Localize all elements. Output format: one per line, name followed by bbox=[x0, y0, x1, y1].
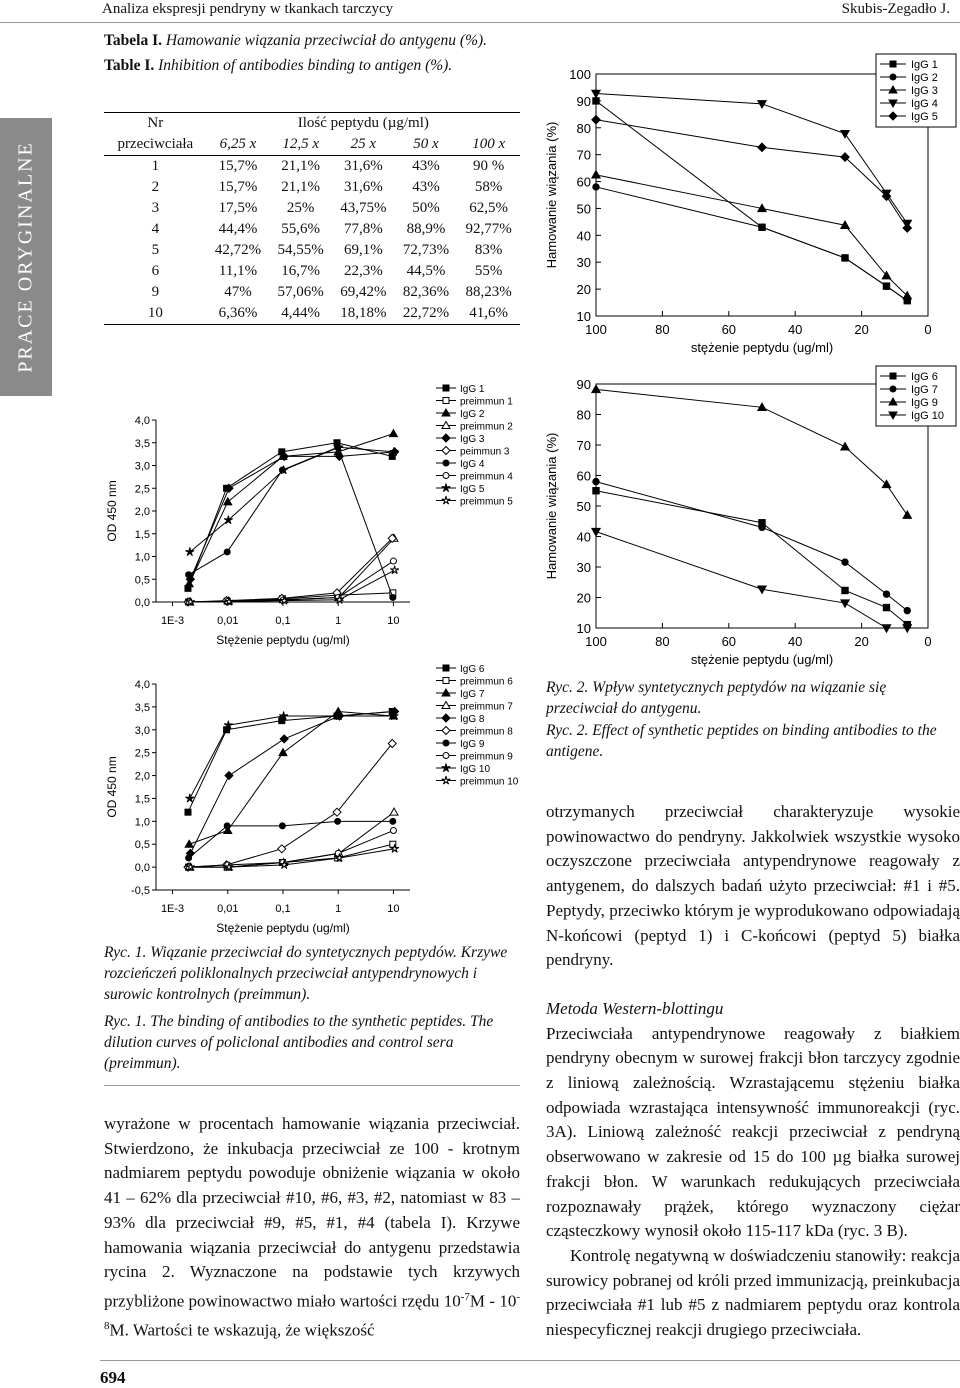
y-tick-label: 90 bbox=[576, 377, 591, 392]
series-line bbox=[190, 538, 394, 602]
figure-1-caption-en: Ryc. 1. The binding of antibodies to the synthetic peptides. The dilution curves of policlonal antibodies and control sera (preimmun). bbox=[104, 1013, 494, 1072]
data-point bbox=[185, 809, 191, 815]
table-cell-value: 17,5% bbox=[218, 200, 258, 216]
table-cell-value: 44,4% bbox=[218, 221, 258, 237]
table-cell-value: 43,75% bbox=[340, 200, 387, 216]
data-point bbox=[225, 772, 233, 780]
exponent: -7 bbox=[460, 1290, 470, 1303]
series-line bbox=[596, 389, 907, 515]
legend-label: peimmun 3 bbox=[460, 446, 510, 458]
legend-label: preimmun 5 bbox=[460, 496, 513, 508]
data-point bbox=[442, 496, 451, 504]
table-row bbox=[104, 219, 520, 240]
series-line bbox=[189, 447, 393, 597]
data-point bbox=[390, 566, 399, 574]
section-side-band bbox=[0, 118, 52, 396]
y-tick-label: 2,0 bbox=[134, 506, 150, 518]
figure-1-charts bbox=[90, 378, 530, 938]
y-tick-label: 4,0 bbox=[134, 679, 150, 691]
legend-label: IgG 9 bbox=[460, 739, 485, 750]
legend-label: IgG 7 bbox=[911, 384, 938, 396]
legend-label: IgG 6 bbox=[911, 371, 938, 383]
table-cell-value: 22,3% bbox=[343, 263, 383, 279]
y-axis-label: Hamowanie wiązania (%) bbox=[544, 121, 559, 269]
data-point bbox=[841, 130, 849, 137]
table-header-dose: 25 x bbox=[332, 134, 395, 156]
y-tick-label: 10 bbox=[576, 309, 591, 324]
table-cell-antibody: 4 bbox=[151, 221, 160, 237]
x-tick-label: 10 bbox=[387, 615, 400, 627]
legend-label: preimmun 2 bbox=[460, 421, 513, 433]
table-cell-antibody: 10 bbox=[104, 303, 207, 325]
table-header-nr: Nr bbox=[104, 113, 207, 135]
data-point bbox=[903, 224, 911, 232]
series-line bbox=[596, 101, 907, 301]
data-point bbox=[279, 749, 287, 756]
y-tick-label: 30 bbox=[576, 560, 591, 575]
table-cell-value: 54,55% bbox=[277, 242, 324, 258]
series-line bbox=[596, 482, 907, 611]
table-cell-value: 58% bbox=[474, 179, 503, 195]
data-point bbox=[593, 488, 599, 494]
table-cell-antibody: 9 bbox=[151, 284, 160, 300]
data-point bbox=[186, 572, 192, 578]
table-cell-value: 62,5% bbox=[469, 200, 509, 216]
table-cell-value: 77,8% bbox=[343, 221, 383, 237]
table-cell-value: 90 % bbox=[473, 158, 505, 174]
y-tick-label: 40 bbox=[576, 228, 591, 244]
figure-1-caption-pl: Ryc. 1. Wiązanie przeciwciał do syntetycznych peptydów. Krzywe rozcieńczeń poliklonalnych przeciwciał antypendrynowych i surowic kontrolnych (preimmun). bbox=[104, 944, 508, 1003]
data-point bbox=[758, 101, 766, 108]
y-tick-label: 3,0 bbox=[134, 724, 150, 737]
running-head-left: Analiza ekspresji pendryny w tkankach tarczycy bbox=[102, 1, 394, 17]
data-point bbox=[224, 823, 230, 829]
x-tick-label: 0,1 bbox=[275, 903, 291, 915]
table-cell-value: 72,73% bbox=[402, 242, 450, 258]
table-cell-antibody: 3 bbox=[151, 200, 160, 216]
table-caption-pl-label: Tabela I. bbox=[104, 32, 163, 49]
y-tick-label: 0,0 bbox=[134, 862, 150, 875]
table-cell-value: 92,77% bbox=[465, 221, 512, 237]
table-cell-value: 42,72% bbox=[214, 242, 262, 258]
y-axis-label: OD 450 nm bbox=[105, 480, 119, 542]
y-tick-label: 70 bbox=[576, 147, 591, 163]
y-tick-label: 10 bbox=[576, 621, 591, 636]
legend-label: IgG 1 bbox=[460, 384, 485, 395]
legend-label: IgG 1 bbox=[911, 59, 938, 71]
table-cell-antibody: 2 bbox=[151, 179, 160, 195]
data-point bbox=[842, 255, 848, 261]
section-side-label: PRACE ORYGINALNE bbox=[14, 141, 37, 373]
left-column-text bbox=[104, 1112, 520, 1344]
series-line bbox=[188, 538, 392, 602]
y-tick-label: 2,5 bbox=[134, 483, 150, 496]
x-axis-label: Stężenie peptydu (ug/ml) bbox=[216, 921, 350, 935]
data-point bbox=[442, 447, 450, 455]
legend-label: preimmun 9 bbox=[460, 751, 513, 763]
table-cell-antibody: 5 bbox=[151, 242, 160, 258]
y-tick-label: 0,0 bbox=[134, 597, 150, 609]
legend-label: IgG 2 bbox=[460, 409, 485, 420]
data-point bbox=[758, 143, 766, 151]
data-point bbox=[279, 823, 285, 829]
table-cell-value: 47% bbox=[224, 284, 252, 300]
legend-label: IgG 10 bbox=[460, 764, 491, 775]
table-header-dose: 100 x bbox=[457, 134, 520, 156]
data-point bbox=[443, 398, 449, 404]
table-cell-value: 11,1% bbox=[218, 263, 258, 279]
data-point bbox=[592, 171, 600, 178]
data-point bbox=[389, 430, 397, 437]
data-point bbox=[390, 808, 398, 815]
series-line bbox=[190, 711, 394, 853]
table-cell-value: 15,7% bbox=[218, 158, 258, 174]
data-point bbox=[593, 478, 599, 484]
table-cell-value: 43% bbox=[412, 179, 440, 195]
data-point bbox=[335, 818, 341, 824]
section-heading-western-blot: Metoda Western-blottingu bbox=[546, 998, 724, 1018]
y-tick-label: 3,5 bbox=[134, 701, 150, 714]
data-point bbox=[890, 61, 896, 67]
table-cell-value: 69,42% bbox=[340, 284, 387, 300]
table-cell-value: 55,6% bbox=[281, 221, 321, 237]
y-tick-label: 90 bbox=[576, 93, 591, 109]
table-cell-value: 44,5% bbox=[406, 263, 446, 279]
x-tick-label: 1E-3 bbox=[160, 615, 185, 627]
data-point bbox=[443, 753, 449, 759]
data-point bbox=[593, 184, 599, 190]
y-tick-label: 20 bbox=[576, 282, 591, 298]
legend-label: IgG 10 bbox=[911, 410, 945, 422]
data-point bbox=[390, 594, 396, 600]
running-head-right: Skubis-Zegadło J. bbox=[841, 1, 950, 17]
table-cell-value: 88,9% bbox=[406, 221, 446, 237]
paragraph-right-2: Przeciwciała antypendrynowe reagowały z białkiem pendryny obecnym w surowej frakcji błon tarczycy zgodnie z liniową zależnością. Wzrastającemu stężeniu białka odpowiada wzrastająca intensywność immunoreakcji (ryc. 3A). Liniową zależność reakcji przeciwciał z pendryną obserwowano w zakresie od 15 do 100 µg białka surowej frakcji błon. W warunkach redukujących przeciwciała rozpoznawały prążek, którego wyznaczony ciężar cząsteczkowy wynosił około 115-117 kDa (ryc. 3 B). bbox=[546, 1023, 960, 1241]
legend-label: IgG 3 bbox=[911, 85, 938, 97]
y-tick-label: 50 bbox=[576, 499, 591, 514]
data-point bbox=[443, 740, 449, 746]
y-tick-label: 60 bbox=[576, 468, 591, 484]
y-tick-label: 0,5 bbox=[134, 839, 150, 852]
legend-label: IgG 5 bbox=[460, 484, 485, 495]
paragraph-right-1: otrzymanych przeciwciał charakteryzuje wysokie powinowactwo do pendryny. Jakkolwiek wszystkie wysoko oczyszczone przeciwciała antypendrynowe reagowały z antygenem, do dalszych badań użyto przeciwciał: #1 i #5. Peptydy, przeciwko którym je wyprodukowano odpowiadają N-końcowi (peptyd 1) i C-końcowi (peptyd 5) białka pendryny. bbox=[546, 802, 960, 970]
data-point bbox=[442, 484, 451, 492]
data-point bbox=[592, 116, 600, 124]
table-cell-value: 31,6% bbox=[343, 179, 383, 195]
data-point bbox=[890, 373, 896, 379]
table-cell-antibody: 1 bbox=[151, 158, 160, 174]
data-point bbox=[842, 587, 848, 593]
table-cell-antibody: 6 bbox=[151, 263, 160, 279]
exponent: -8 bbox=[104, 1290, 520, 1333]
x-tick-label: 60 bbox=[721, 634, 737, 649]
y-tick-label: 60 bbox=[576, 174, 591, 190]
data-point bbox=[443, 460, 449, 466]
legend-label: preimmun 4 bbox=[460, 471, 513, 483]
table-caption-en-label: Table I. bbox=[104, 57, 155, 74]
legend-label: preimmun 10 bbox=[460, 776, 519, 788]
table-row bbox=[104, 240, 520, 261]
data-point bbox=[883, 591, 889, 597]
data-point bbox=[278, 845, 286, 853]
data-point bbox=[841, 443, 849, 450]
running-head bbox=[0, 0, 960, 23]
y-tick-label: 3,0 bbox=[134, 460, 150, 473]
footer-rule bbox=[100, 1360, 960, 1361]
data-point bbox=[442, 776, 451, 784]
series-line bbox=[190, 812, 394, 867]
y-tick-label: 1,5 bbox=[134, 528, 150, 541]
table-cell-value: 55% bbox=[474, 263, 503, 279]
table-cell-value: 83% bbox=[474, 242, 503, 258]
series-line bbox=[190, 447, 394, 552]
data-point bbox=[390, 818, 396, 824]
table-header-dose: 50 x bbox=[395, 134, 458, 156]
y-tick-label: 1,5 bbox=[134, 793, 150, 806]
series-line bbox=[596, 491, 907, 625]
x-axis-label: stężenie peptydu (ug/ml) bbox=[690, 340, 834, 355]
legend-label: IgG 9 bbox=[911, 397, 938, 409]
legend-label: IgG 4 bbox=[460, 459, 485, 470]
x-tick-label: 100 bbox=[585, 322, 607, 337]
series-line bbox=[596, 532, 907, 628]
x-tick-label: 20 bbox=[854, 322, 869, 337]
legend-label: IgG 6 bbox=[460, 664, 485, 675]
data-point bbox=[903, 511, 911, 518]
data-point bbox=[442, 714, 450, 722]
x-tick-label: 0,1 bbox=[275, 615, 291, 627]
y-tick-label: 50 bbox=[576, 201, 591, 217]
data-point bbox=[890, 74, 896, 80]
data-point bbox=[759, 524, 765, 530]
figure-2-caption-en: Ryc. 2. Effect of synthetic peptides on binding antibodies to the antigene. bbox=[546, 722, 937, 760]
y-tick-label: 3,5 bbox=[134, 437, 150, 450]
legend-label: IgG 7 bbox=[460, 689, 485, 700]
data-point bbox=[390, 827, 396, 833]
y-tick-label: 0,5 bbox=[134, 574, 150, 587]
data-point bbox=[390, 558, 396, 564]
table-cell-value: 4,44% bbox=[269, 303, 332, 325]
legend-label: preimmun 1 bbox=[460, 396, 513, 408]
legend-label: IgG 2 bbox=[911, 72, 938, 84]
table-cell-value: 69,1% bbox=[343, 242, 383, 258]
od-chart bbox=[105, 664, 519, 935]
x-axis-label: stężenie peptydu (ug/ml) bbox=[690, 652, 834, 667]
table-cell-value: 50% bbox=[412, 200, 440, 216]
legend-label: preimmun 8 bbox=[460, 726, 513, 738]
data-point bbox=[186, 547, 195, 555]
table-cell-value: 43% bbox=[412, 158, 440, 174]
y-tick-label: 100 bbox=[569, 67, 591, 82]
figure-2-caption-pl: Ryc. 2. Wpływ syntetycznych peptydów na wiązanie się przeciwciał do antygenu. bbox=[546, 679, 887, 717]
table-cell-value: 16,7% bbox=[281, 263, 321, 279]
x-tick-label: 40 bbox=[787, 634, 803, 649]
table-cell-value: 6,36% bbox=[207, 303, 270, 325]
data-point bbox=[443, 665, 449, 671]
series-line bbox=[189, 711, 393, 844]
table-cell-value: 22,72% bbox=[395, 303, 458, 325]
y-axis-label: Hamowanie wiązania (%) bbox=[544, 432, 559, 580]
table-cell-value: 21,1% bbox=[281, 179, 321, 195]
table-header-dose: 6,25 x bbox=[207, 134, 270, 156]
x-tick-label: 60 bbox=[721, 322, 737, 337]
data-point bbox=[442, 764, 451, 772]
data-point bbox=[443, 385, 449, 391]
caption-rule bbox=[104, 1085, 520, 1086]
data-point bbox=[442, 727, 450, 735]
x-tick-label: 20 bbox=[854, 634, 869, 649]
x-tick-label: 0 bbox=[924, 634, 932, 649]
table-cell-value: 21,1% bbox=[281, 158, 321, 174]
x-tick-label: 1E-3 bbox=[160, 903, 185, 915]
x-tick-label: 0,01 bbox=[217, 903, 239, 915]
data-point bbox=[443, 473, 449, 479]
x-tick-label: 40 bbox=[787, 322, 803, 337]
y-tick-label: 2,0 bbox=[134, 770, 150, 783]
table-caption-pl-text: Hamowanie wiązania przeciwciał do antygenu (%). bbox=[165, 32, 488, 49]
y-tick-label: 80 bbox=[576, 407, 591, 423]
legend-label: IgG 8 bbox=[460, 714, 485, 725]
x-axis-label: Stężenie peptydu (ug/ml) bbox=[216, 633, 350, 647]
table-cell-value: 18,18% bbox=[332, 303, 395, 325]
table-row bbox=[104, 282, 520, 303]
series-line bbox=[190, 716, 394, 798]
table-cell-value: 25% bbox=[286, 200, 315, 216]
table-cell-value: 15,7% bbox=[218, 179, 258, 195]
x-tick-label: 100 bbox=[585, 634, 607, 649]
data-point bbox=[890, 386, 896, 392]
series-line bbox=[188, 443, 392, 589]
y-tick-label: 1,0 bbox=[134, 816, 150, 829]
table-row bbox=[104, 261, 520, 282]
y-tick-label: 2,5 bbox=[134, 747, 150, 760]
od-chart bbox=[105, 384, 513, 647]
data-point bbox=[186, 855, 192, 861]
x-tick-label: 10 bbox=[387, 903, 400, 915]
table-caption-pl bbox=[104, 30, 524, 51]
paragraph-left: wyrażone w procentach hamowanie wiązania przeciwciał. Stwierdzono, że inkubacja przeciwciał ze 100 - krotnym nadmiarem peptydu powoduje obniżenie wiązania w około 41 – 62% dla przeciwciał #10, #6, #3, #2, natomiast w 83 – 93% dla przeciwciał #9, #5, #1, #4 (tabela I). Krzywe hamowania wiązania przeciwciał do antygenu przedstawia rycina 2. Wyznaczone na podstawie tych krzywych przybliżone powinowactwo miało wartości rzędu $10^{-7}M - 10^{-8}M$. Wartości te wskazują, że większość bbox=[104, 1114, 520, 1340]
x-tick-label: 80 bbox=[655, 322, 670, 337]
data-point bbox=[759, 224, 765, 230]
table-row bbox=[104, 156, 520, 178]
y-tick-label: 30 bbox=[576, 255, 591, 271]
data-point bbox=[443, 678, 449, 684]
table-cell-value: 82,36% bbox=[402, 284, 450, 300]
x-tick-label: 0,01 bbox=[217, 615, 239, 627]
y-tick-label: 70 bbox=[576, 438, 591, 453]
table-cell-value: 88,23% bbox=[465, 284, 512, 300]
table-cell-value: 57,06% bbox=[277, 284, 324, 300]
y-tick-label: -0,5 bbox=[131, 885, 150, 897]
y-tick-label: 4,0 bbox=[134, 415, 150, 427]
data-point bbox=[442, 434, 450, 442]
table-row bbox=[104, 198, 520, 219]
table-row bbox=[104, 303, 520, 325]
legend-label: preimmun 7 bbox=[460, 701, 513, 713]
series-line bbox=[189, 821, 393, 858]
data-point bbox=[842, 559, 848, 565]
data-point bbox=[280, 735, 288, 743]
table-header-dose: 12,5 x bbox=[269, 134, 332, 156]
y-tick-label: 80 bbox=[576, 120, 591, 136]
table-header-nr-2: przeciwciała bbox=[104, 134, 207, 156]
x-tick-label: 80 bbox=[655, 634, 670, 649]
series-line bbox=[188, 744, 392, 868]
y-axis-label: OD 450 nm bbox=[105, 756, 119, 818]
legend-label: IgG 4 bbox=[911, 98, 938, 110]
legend-label: preimmun 6 bbox=[460, 676, 513, 688]
y-tick-label: 20 bbox=[576, 590, 591, 606]
table-row bbox=[104, 177, 520, 198]
table-header-group: Ilość peptydu (µg/ml) bbox=[207, 113, 520, 135]
y-tick-label: 40 bbox=[576, 529, 591, 545]
data-point bbox=[841, 600, 849, 607]
series-line bbox=[596, 175, 907, 296]
data-point bbox=[592, 385, 600, 392]
y-tick-label: 1,0 bbox=[134, 551, 150, 564]
table-1 bbox=[104, 112, 520, 325]
legend-label: IgG 5 bbox=[911, 111, 938, 123]
paragraph-right-3: Kontrolę negatywną w doświadczeniu stanowiły: reakcja surowicy pobranej od króli przed immunizacją, preinkubacja przeciwciała #1 lub #5 z nadmiarem peptydu oraz kontrola niespecyficznej reakcji drugiego przeciwciała. bbox=[546, 1245, 960, 1340]
table-cell-value: 31,6% bbox=[343, 158, 383, 174]
page-number: 694 bbox=[100, 1368, 126, 1387]
inhibition-chart bbox=[544, 366, 956, 667]
x-tick-label: 1 bbox=[335, 615, 342, 627]
x-tick-label: 0 bbox=[924, 322, 932, 337]
series-line bbox=[596, 93, 907, 223]
inhibition-chart bbox=[544, 54, 956, 355]
table-caption-en-text: Inhibition of antibodies binding to antigen (%). bbox=[158, 57, 453, 74]
data-point bbox=[883, 283, 889, 289]
data-point bbox=[224, 549, 230, 555]
right-column-text bbox=[546, 800, 960, 1343]
table-caption-en bbox=[104, 55, 524, 76]
x-tick-label: 1 bbox=[335, 903, 342, 915]
data-point bbox=[904, 607, 910, 613]
legend-label: IgG 3 bbox=[460, 434, 485, 445]
table-cell-value: 41,6% bbox=[457, 303, 520, 325]
data-point bbox=[883, 604, 889, 610]
figure-2-charts bbox=[538, 52, 960, 672]
